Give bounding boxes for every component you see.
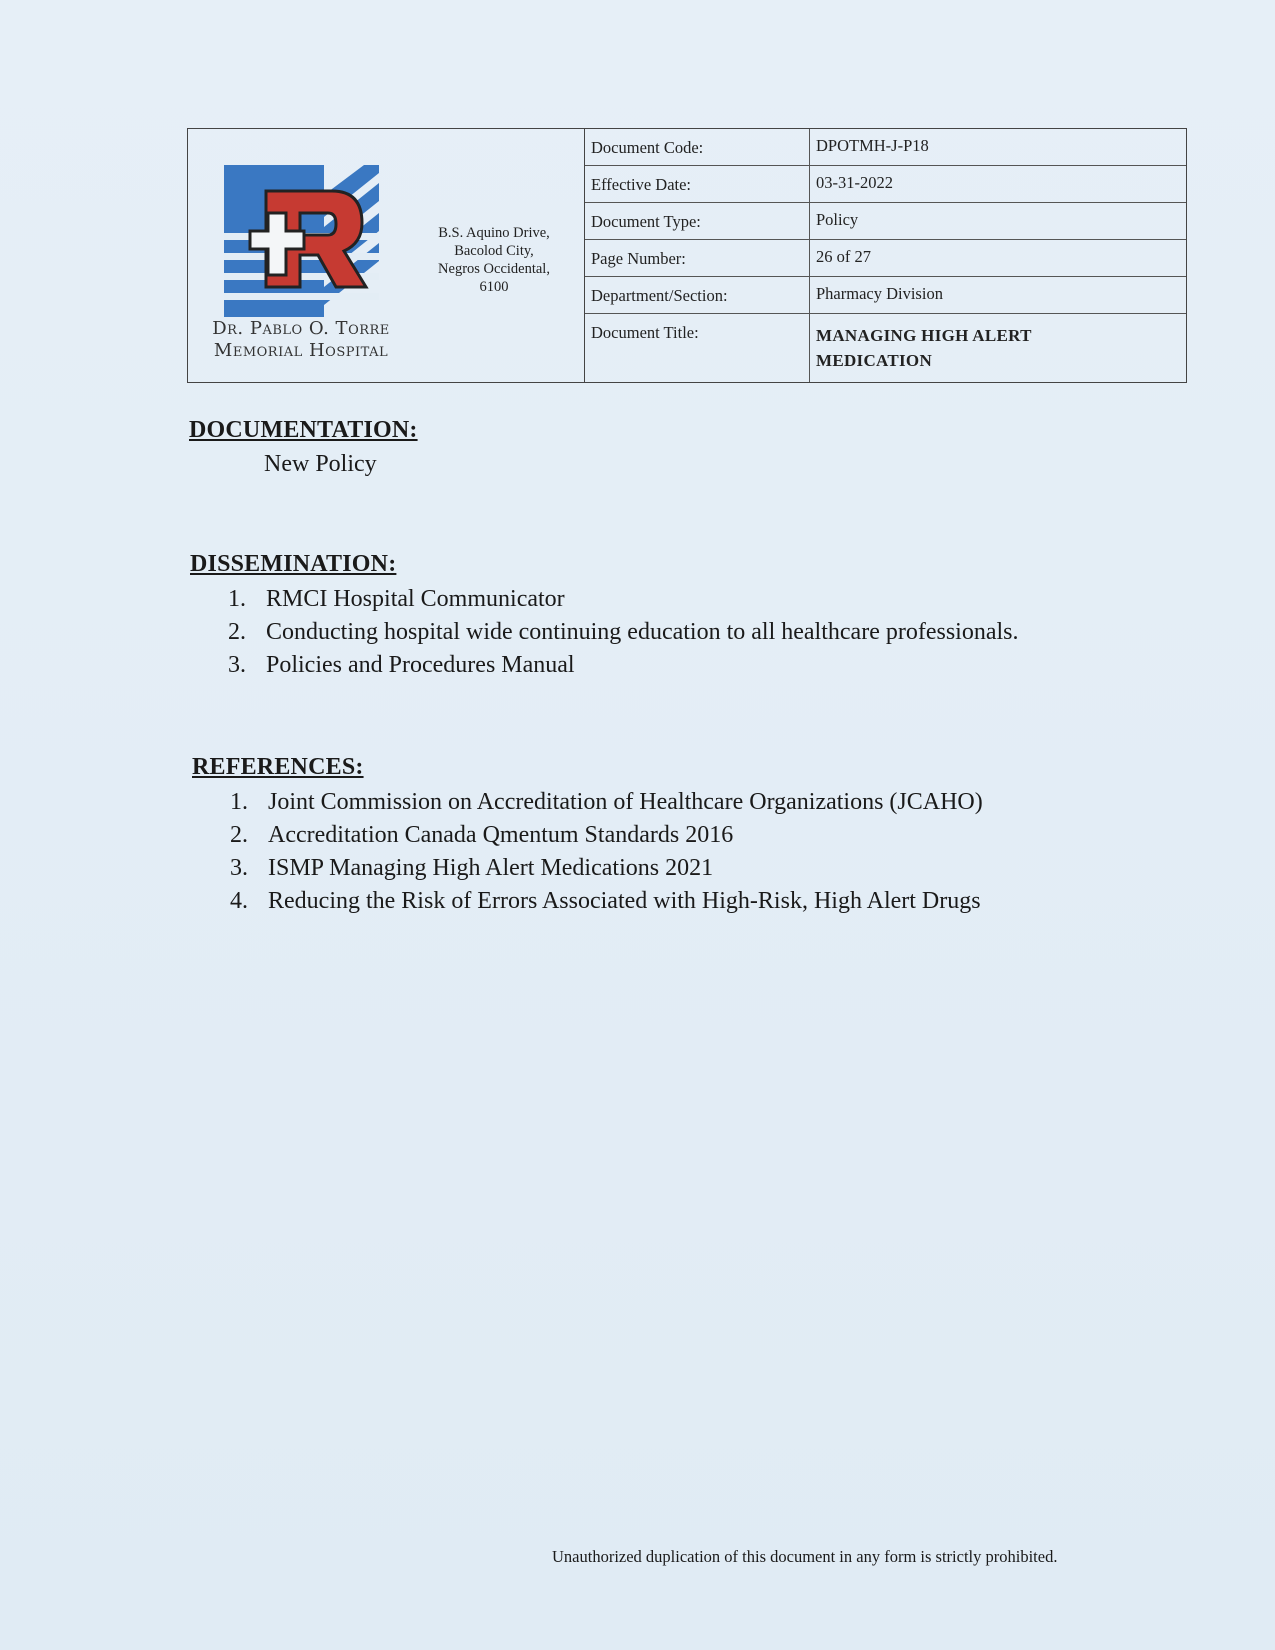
info-value: 26 of 27 bbox=[816, 247, 871, 266]
list-item: 1. RMCI Hospital Communicator bbox=[228, 586, 565, 612]
info-row-effective-date bbox=[585, 166, 1186, 203]
dissemination-heading: DISSEMINATION: bbox=[190, 551, 397, 577]
hospital-address bbox=[414, 224, 574, 296]
info-row-document-title bbox=[585, 314, 1186, 382]
list-item: 2. Accreditation Canada Qmentum Standards 2016 bbox=[230, 822, 734, 848]
address-line: Bacolod City, bbox=[454, 243, 534, 259]
document-info-table bbox=[585, 129, 1186, 382]
document-title-line2: MEDICATION bbox=[816, 351, 933, 370]
info-label: Effective Date: bbox=[585, 166, 810, 202]
list-item: 1. Joint Commission on Accreditation of Healthcare Organizations (JCAHO) bbox=[230, 789, 983, 815]
address-line: B.S. Aquino Drive, bbox=[438, 225, 550, 241]
footer-notice: Unauthorized duplication of this document in any form is strictly prohibited. bbox=[552, 1547, 1058, 1566]
document-header bbox=[187, 128, 1187, 383]
documentation-heading: DOCUMENTATION: bbox=[189, 417, 418, 443]
info-row-department bbox=[585, 277, 1186, 314]
logo-cell bbox=[188, 129, 585, 382]
dissemination-list bbox=[228, 586, 1018, 685]
address-line: 6100 bbox=[479, 279, 509, 295]
list-item: 2. Conducting hospital wide continuing education to all healthcare professionals. bbox=[228, 619, 1019, 645]
info-value: 03-31-2022 bbox=[816, 173, 893, 192]
info-label: Document Code: bbox=[585, 129, 810, 165]
list-item: 3. Policies and Procedures Manual bbox=[228, 652, 575, 678]
hospital-name-line1: Dr. Pablo O. Torre bbox=[212, 318, 390, 339]
list-item: 3. ISMP Managing High Alert Medications 2021 bbox=[230, 855, 714, 881]
hospital-name bbox=[196, 318, 406, 362]
hospital-name-line2: Memorial Hospital bbox=[213, 340, 389, 361]
info-row-page-number bbox=[585, 240, 1186, 277]
references-list bbox=[230, 789, 983, 921]
info-value: Policy bbox=[816, 210, 859, 229]
info-label: Document Type: bbox=[585, 203, 810, 239]
info-value: Pharmacy Division bbox=[816, 284, 943, 303]
info-value: DPOTMH-J-P18 bbox=[816, 136, 929, 155]
info-label: Document Title: bbox=[585, 314, 810, 382]
hospital-logo-icon bbox=[224, 165, 379, 317]
references-heading: REFERENCES: bbox=[192, 754, 364, 780]
info-row-document-code bbox=[585, 129, 1186, 166]
documentation-text: New Policy bbox=[264, 451, 377, 477]
info-label: Department/Section: bbox=[585, 277, 810, 313]
document-title bbox=[810, 314, 1186, 382]
info-label: Page Number: bbox=[585, 240, 810, 276]
list-item: 4. Reducing the Risk of Errors Associated with High-Risk, High Alert Drugs bbox=[230, 888, 981, 914]
document-title-line1: MANAGING HIGH ALERT bbox=[816, 326, 1032, 345]
address-line: Negros Occidental, bbox=[438, 261, 550, 277]
info-row-document-type bbox=[585, 203, 1186, 240]
